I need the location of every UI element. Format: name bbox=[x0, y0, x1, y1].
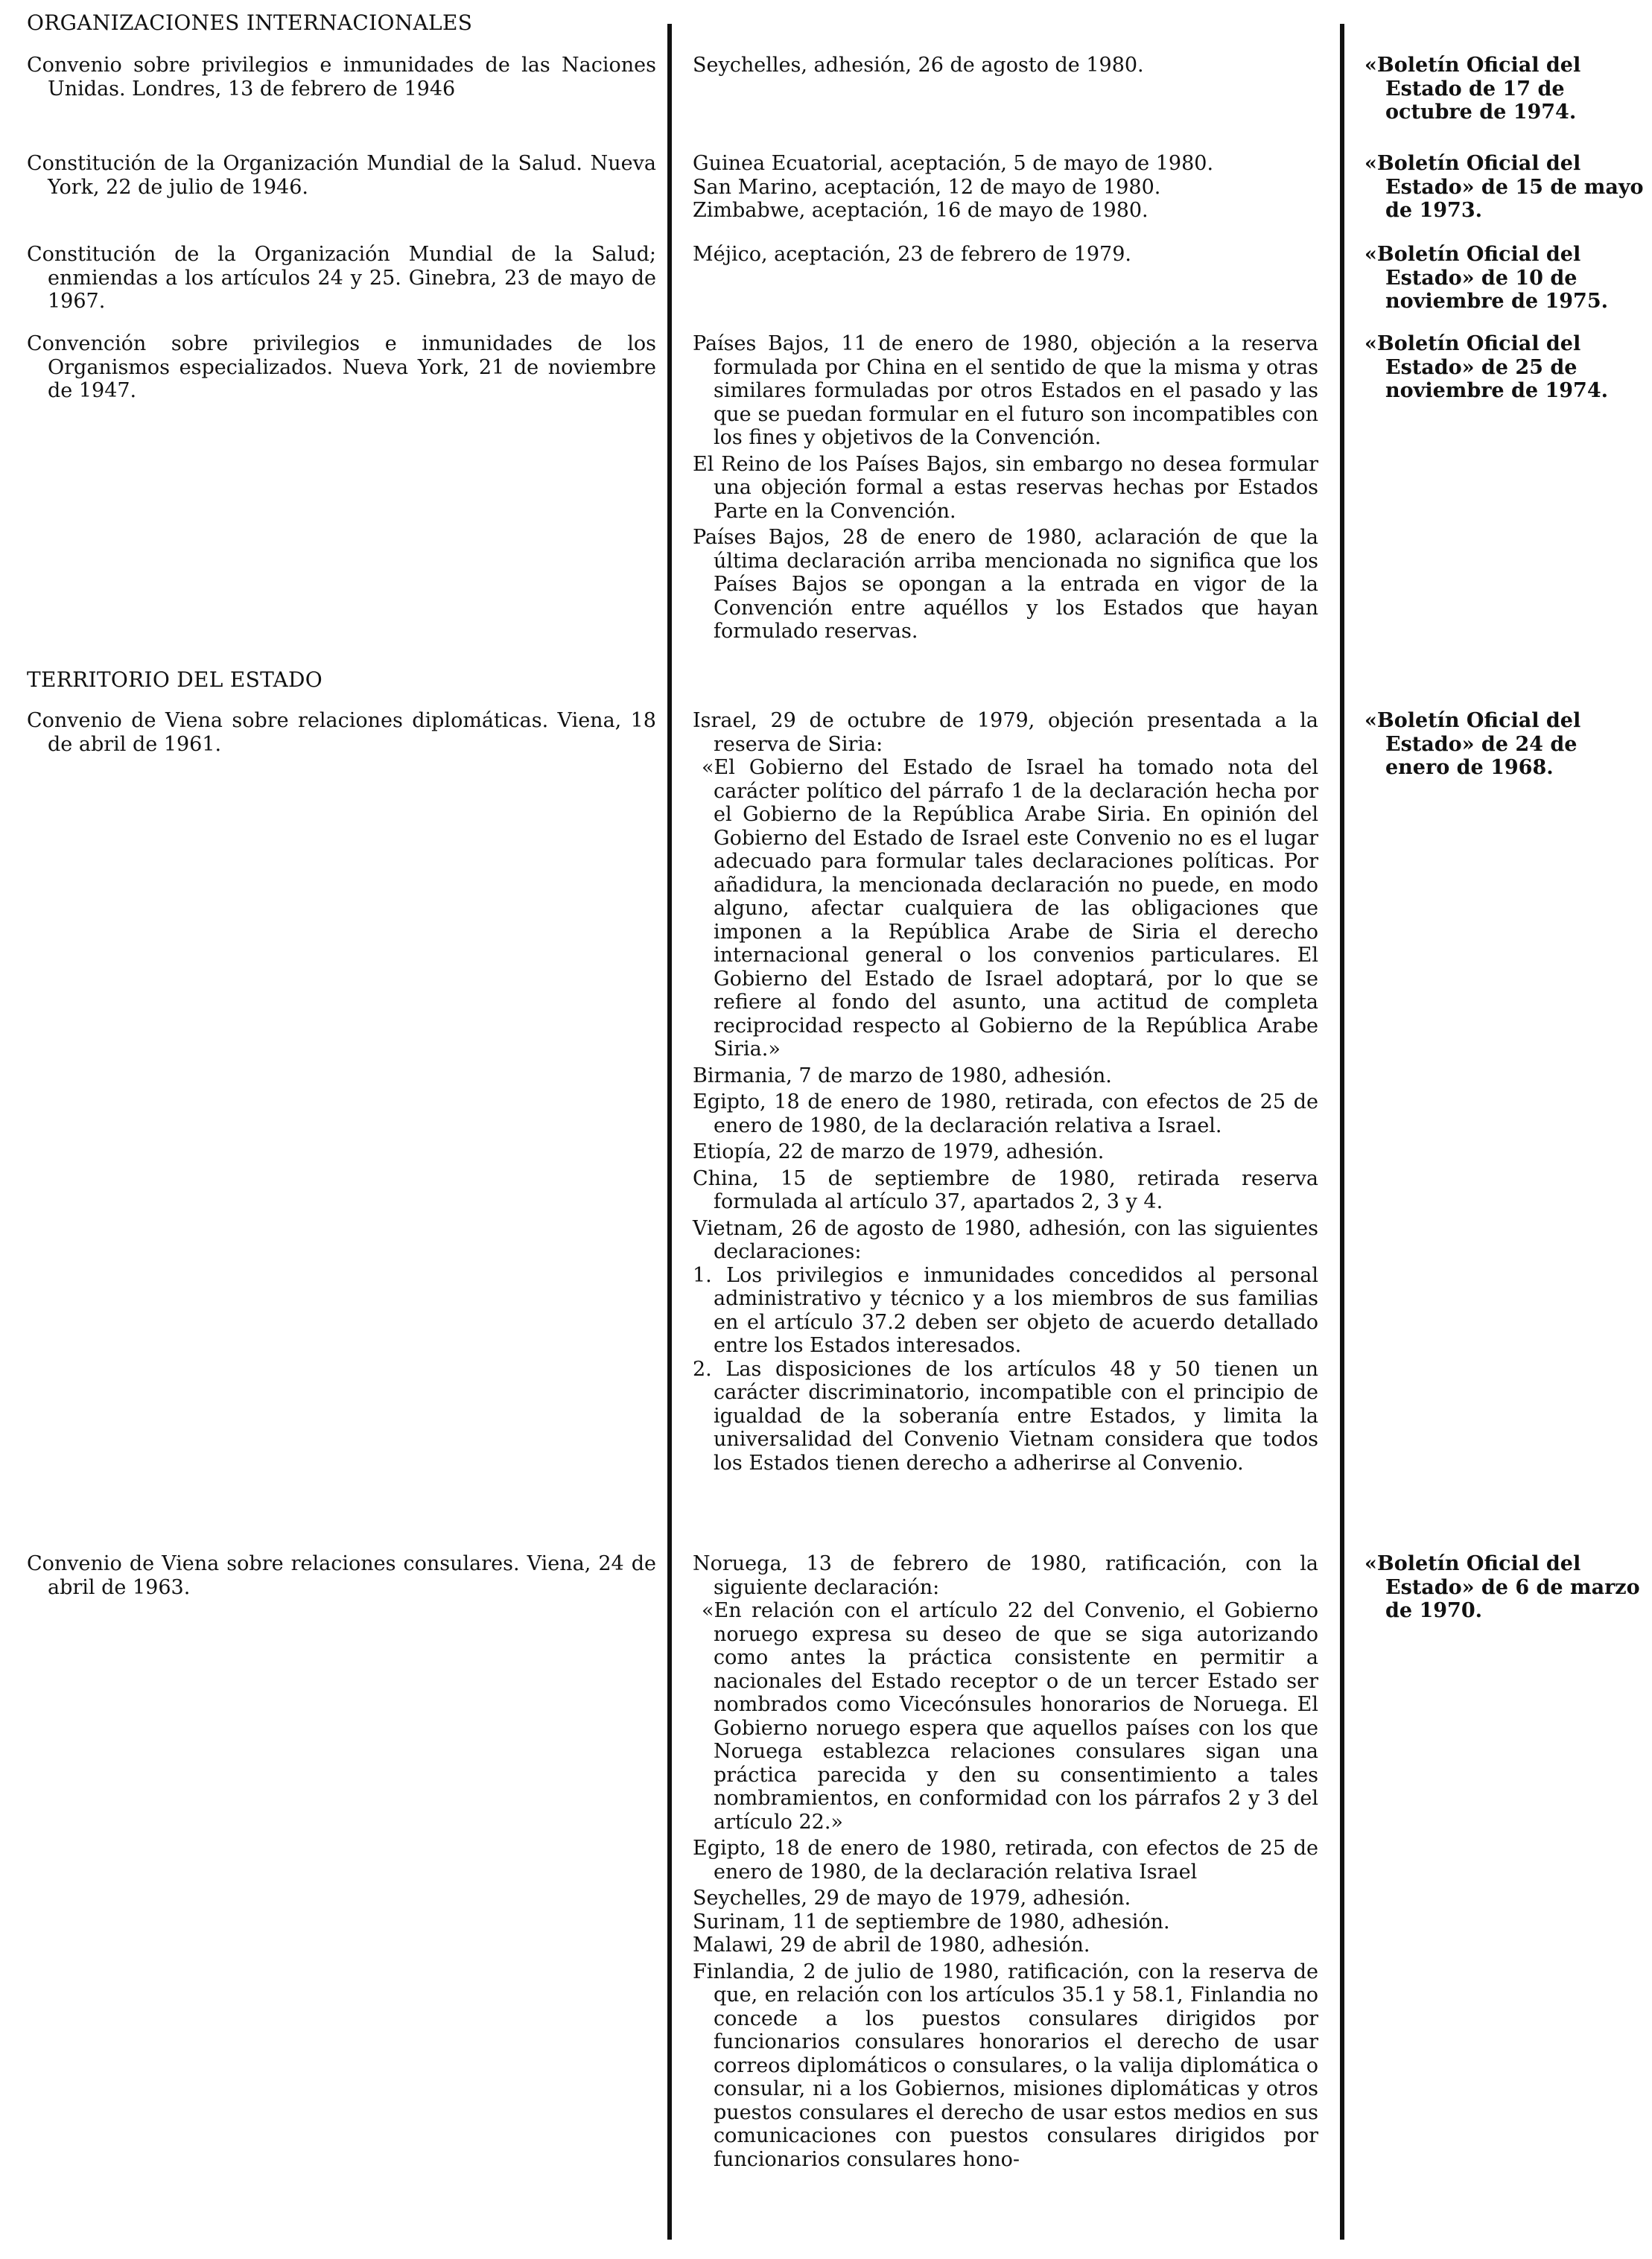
action-entry: Guinea Ecuatorial, aceptación, 5 de mayo de 1980. bbox=[693, 152, 1214, 175]
treaty-title: Constitución de la Organización Mundial de la Salud. Nueva York, 22 de julio de 1946. bbox=[27, 152, 656, 199]
quoted-declaration: «En relación con el artículo 22 del Convenio, el Gobierno noruego expresa su deseo de que se siga autorizando como antes la práctica consistente en permitir a nacionales del Estado receptor o de un tercer Estado ser nombrados como Vicecónsules honorarios de Noruega. El Gobierno noruego espera que aquellos países con los que Noruega establezca relaciones consulares sigan una práctica parecida y den su consentimiento a tales nombramientos, en conformidad con los párrafos 2 y 3 del artículo 22.» bbox=[702, 1599, 1318, 1834]
action-entry: Etiopía, 22 de marzo de 1979, adhesión. bbox=[693, 1140, 1105, 1163]
actions-cell bbox=[693, 332, 1318, 646]
publication-ref: «Boletín Oficial del Estado» de 10 de noviembre de 1975. bbox=[1365, 243, 1609, 313]
treaty-title: Convenio sobre privilegios e inmunidades de las Naciones Unidas. Londres, 13 de febrero de 1946 bbox=[27, 54, 656, 101]
publication-ref: «Boletín Oficial del Estado» de 25 de noviembre de 1974. bbox=[1365, 332, 1609, 402]
action-entry: Zimbabwe, aceptación, 16 de mayo de 1980. bbox=[693, 199, 1149, 222]
treaty-cell bbox=[27, 1552, 656, 1599]
publication-cell bbox=[1365, 709, 1645, 780]
action-entry: El Reino de los Países Bajos, sin embargo no desea formular una objeción formal a estas reservas hechas por Estados Parte en la Convención. bbox=[693, 452, 1318, 523]
action-entry: San Marino, aceptación, 12 de mayo de 1980. bbox=[693, 175, 1161, 199]
treaty-title: Convención sobre privilegios e inmunidades de los Organismos especializados. Nueva York, 21 de noviembre de 1947. bbox=[27, 332, 656, 402]
quoted-declaration: «El Gobierno del Estado de Israel ha tomado nota del carácter político del párrafo 1 de la declaración hecha por el Gobierno de la República Arabe Siria. En opinión del Gobierno del Estado de Israel este Convenio no es el lugar adecuado para formular tales declaraciones políticas. Por añadidura, la mencionada declaración no puede, en modo alguno, afectar cualquiera de las obligaciones que imponen a la República Arabe de Siria el derecho internacional general o los convenios particulares. El Gobierno del Estado de Israel adoptará, por lo que se refiere al fondo del asunto, una actitud de completa reciprocidad respecto al Gobierno de la República Arabe Siria.» bbox=[702, 756, 1318, 1061]
section-heading: TERRITORIO DEL ESTADO bbox=[27, 667, 323, 692]
action-entry: Méjico, aceptación, 23 de febrero de 1979. bbox=[693, 243, 1131, 266]
publication-ref: «Boletín Oficial del Estado de 17 de octubre de 1974. bbox=[1365, 54, 1581, 124]
action-entry: Países Bajos, 11 de enero de 1980, objeción a la reserva formulada por China en el sentido de que la misma y otras similares formuladas por otros Estados en el pasado y las que se puedan formular en el futuro son incompatibles con los fines y objetivos de la Convención. bbox=[693, 332, 1318, 449]
action-entry: Birmania, 7 de marzo de 1980, adhesión. bbox=[693, 1064, 1112, 1087]
actions-cell bbox=[693, 1552, 1318, 2174]
actions-cell bbox=[693, 54, 1318, 80]
publication-cell bbox=[1365, 243, 1645, 314]
column-rule-right bbox=[1340, 24, 1344, 2240]
action-entry: Egipto, 18 de enero de 1980, retirada, con efectos de 25 de enero de 1980, de la declaración relativa Israel bbox=[693, 1837, 1318, 1884]
action-entry: Seychelles, adhesión, 26 de agosto de 1980. bbox=[693, 54, 1144, 77]
action-entry: Egipto, 18 de enero de 1980, retirada, con efectos de 25 de enero de 1980, de la declaración relativa a Israel. bbox=[693, 1090, 1318, 1137]
treaty-cell bbox=[27, 54, 656, 101]
action-entry: China, 15 de septiembre de 1980, retirada reserva formulada al artículo 37, apartados 2, 3 y 4. bbox=[693, 1166, 1318, 1213]
treaty-title: Convenio de Viena sobre relaciones consulares. Viena, 24 de abril de 1963. bbox=[27, 1552, 656, 1599]
column-rule-left bbox=[667, 24, 672, 2240]
publication-cell bbox=[1365, 1552, 1645, 1623]
publication-cell bbox=[1365, 54, 1645, 124]
treaty-title: Convenio de Viena sobre relaciones diplomáticas. Viena, 18 de abril de 1961. bbox=[27, 709, 656, 756]
numbered-declaration: 1. Los privilegios e inmunidades concedidos al personal administrativo y técnico y a los miembros de sus familias en el artículo 37.2 deben ser objeto de acuerdo detallado entre los Estados interesados. bbox=[693, 1263, 1318, 1357]
action-entry: Finlandia, 2 de julio de 1980, ratificación, con la reserva de que, en relación con los artículos 35.1 y 58.1, Finlandia no concede a los puestos consulares dirigidos por funcionarios consulares honorarios el derecho de usar correos diplomáticos o consulares, o la valija diplomática o consular, ni a los Gobiernos, misiones diplomáticas y otros puestos consulares el derecho de usar estos medios en sus comunicaciones con puestos consulares dirigidos por funcionarios consulares hono- bbox=[693, 1960, 1318, 2171]
treaty-cell bbox=[27, 243, 656, 314]
treaty-title: Constitución de la Organización Mundial de la Salud; enmiendas a los artículos 24 y 25. Ginebra, 23 de mayo de 1967. bbox=[27, 243, 656, 313]
section-heading: ORGANIZACIONES INTERNACIONALES bbox=[27, 10, 473, 35]
actions-cell bbox=[693, 152, 1318, 223]
publication-ref: «Boletín Oficial del Estado» de 15 de mayo de 1973. bbox=[1365, 152, 1644, 222]
action-entry: Malawi, 29 de abril de 1980, adhesión. bbox=[693, 1934, 1090, 1957]
treaty-cell bbox=[27, 332, 656, 403]
publication-cell bbox=[1365, 152, 1645, 223]
treaty-cell bbox=[27, 152, 656, 199]
action-entry: Israel, 29 de octubre de 1979, objeción presentada a la reserva de Siria: bbox=[693, 709, 1318, 756]
action-entry: Surinam, 11 de septiembre de 1980, adhesión. bbox=[693, 1910, 1170, 1934]
actions-cell bbox=[693, 709, 1318, 1478]
publication-cell bbox=[1365, 332, 1645, 403]
action-entry: Noruega, 13 de febrero de 1980, ratificación, con la siguiente declaración: bbox=[693, 1552, 1318, 1599]
actions-cell bbox=[693, 243, 1318, 270]
numbered-declaration: 2. Las disposiciones de los artículos 48 y 50 tienen un carácter discriminatorio, incompatible con el principio de igualdad de la soberanía entre Estados, y limita la universalidad del Convenio Vietnam considera que todos los Estados tienen derecho a adherirse al Convenio. bbox=[693, 1357, 1318, 1475]
action-entry: Países Bajos, 28 de enero de 1980, aclaración de que la última declaración arriba mencionada no significa que los Países Bajos se opongan a la entrada en vigor de la Convención entre aquéllos y los Estados que hayan formulado reservas. bbox=[693, 526, 1318, 643]
publication-ref: «Boletín Oficial del Estado» de 6 de marzo de 1970. bbox=[1365, 1552, 1640, 1622]
publication-ref: «Boletín Oficial del Estado» de 24 de enero de 1968. bbox=[1365, 709, 1581, 779]
action-entry: Seychelles, 29 de mayo de 1979, adhesión. bbox=[693, 1887, 1131, 1910]
treaty-cell bbox=[27, 709, 656, 756]
action-entry: Vietnam, 26 de agosto de 1980, adhesión, con las siguientes declaraciones: bbox=[693, 1216, 1318, 1263]
